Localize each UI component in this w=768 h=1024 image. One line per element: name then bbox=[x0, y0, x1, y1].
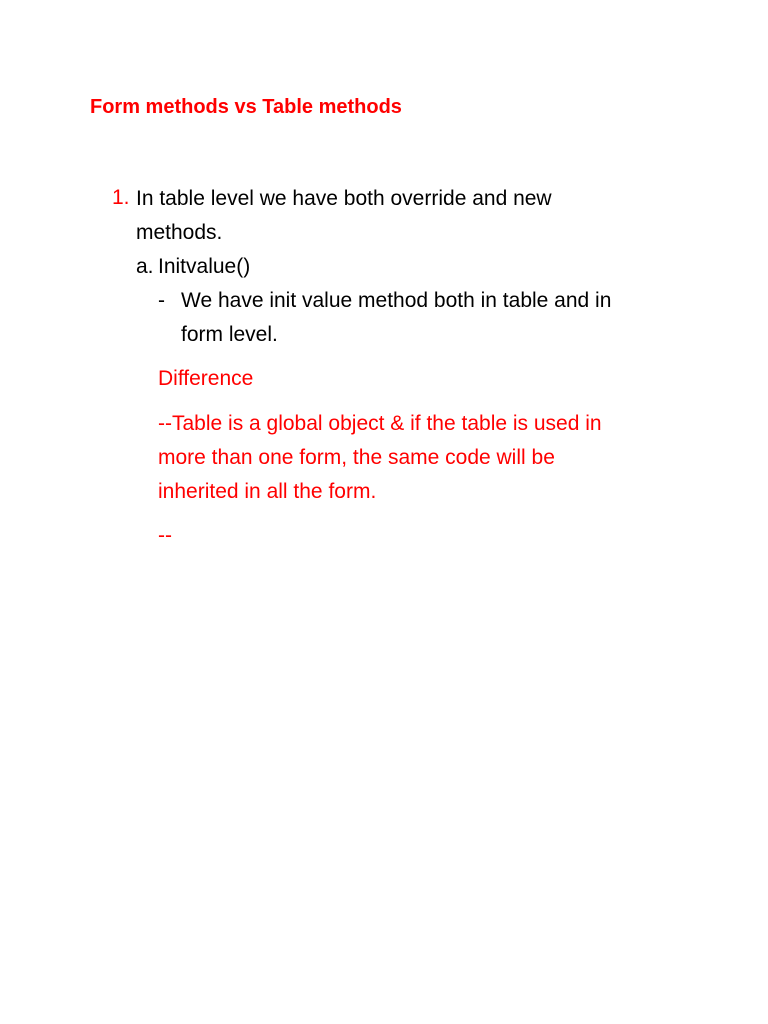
difference-paragraph-line-2: more than one form, the same code will be bbox=[158, 446, 555, 469]
sub-item-text: Initvalue() bbox=[158, 255, 251, 278]
difference-heading: Difference bbox=[158, 367, 254, 390]
list-item-line-1: In table level we have both override and new bbox=[136, 187, 552, 210]
sub-item-marker: a. bbox=[136, 255, 154, 278]
bullet-line-2: form level. bbox=[181, 323, 278, 346]
list-number-marker: 1. bbox=[112, 186, 130, 209]
bullet-dash-marker: - bbox=[158, 289, 165, 312]
document-title: Form methods vs Table methods bbox=[90, 96, 402, 118]
difference-trailing-dashes: -- bbox=[158, 524, 172, 547]
difference-paragraph-line-3: inherited in all the form. bbox=[158, 480, 377, 503]
list-item-line-2: methods. bbox=[136, 221, 223, 244]
difference-paragraph-line-1: --Table is a global object & if the table is used in bbox=[158, 412, 602, 435]
bullet-line-1: We have init value method both in table and in bbox=[181, 289, 612, 312]
